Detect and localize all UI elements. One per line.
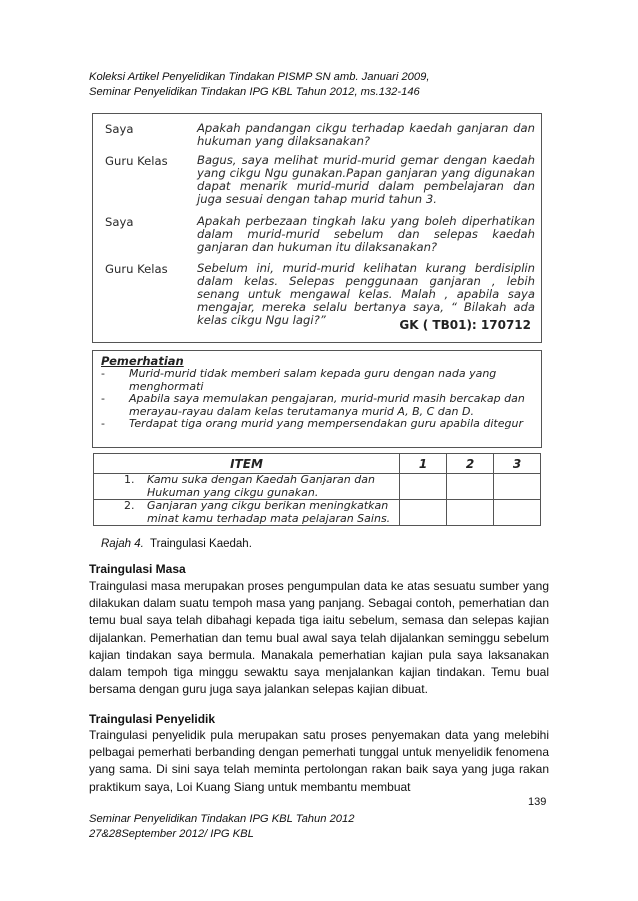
interview-role: Guru Kelas xyxy=(105,154,168,168)
observation-item: - Terdapat tiga orang murid yang mempersendakan guru apabila ditegur xyxy=(101,417,523,430)
table-cell xyxy=(447,500,494,526)
page-number: 139 xyxy=(528,796,547,808)
observation-list xyxy=(101,368,537,431)
observation-item: - Apabila saya memulakan pengajaran, murid-murid masih bercakap dan merayau-rayau dalam kelas terutamanya murid A, B, C dan D. xyxy=(101,392,525,418)
interview-code: GK ( TB01): 170712 xyxy=(399,318,531,332)
table-item-cell: 1. Kamu suka dengan Kaedah Ganjaran dan Hukuman yang cikgu gunakan. xyxy=(94,474,400,500)
running-footer xyxy=(89,812,354,842)
running-header xyxy=(89,70,429,100)
footer-line-2: 27&28September 2012/ IPG KBL xyxy=(89,828,254,840)
section-body: Traingulasi masa merupakan proses pengumpulan data ke atas sesuatu sumber yang dilakukan dalam suatu tempoh masa yang panjang. Sebagai contoh, pemerhatian dan temu bual saya telah dibahagi kepada tiga iaitu sebelum, semasa dan selepas kajian dijalankan. Pemerhatian dan temu bual awal saya telah dijalankan seminggu sebelum kajian tindakan saya bermula. Manakala pemerhatian kajian pula saya laksanakan dalam tempoh tiga minggu sewaktu saya menjalankan kajian tindakan. Temu bual bersama dengan guru juga saya jalankan selepas kajian dibuat. xyxy=(89,579,549,697)
footer-line-1: Seminar Penyelidikan Tindakan IPG KBL Tahun 2012 xyxy=(89,813,355,825)
survey-table xyxy=(93,453,541,526)
observation-box xyxy=(92,350,542,448)
interview-text: Apakah perbezaan tingkah laku yang boleh diperhatikan dalam murid-murid sebelum dan selepas kaedah ganjaran dan hukuman itu dilaksanakan? xyxy=(197,214,535,254)
section-title: Traingulasi Penyelidik xyxy=(89,712,216,726)
interview-text: Sebelum ini, murid-murid kelihatan kurang berdisiplin dalam kelas. Selepas penggunaan ganjaran , lebih senang untuk mengawal kelas. Malah , apabila saya mengajar, mereka selalu bertanya saya, “ Bilakah ada kelas cikgu Ngu lagi?” xyxy=(197,261,535,327)
table-cell xyxy=(494,474,541,500)
table-cell xyxy=(400,500,447,526)
interview-text: Bagus, saya melihat murid-murid gemar dengan kaedah yang cikgu Ngu gunakan.Papan ganjaran yang digunakan dapat menarik murid-murid dalam pembelajaran dan juga sesuai dengan tahap murid tahun 3. xyxy=(197,153,535,206)
header-scale-1: 1 xyxy=(400,454,447,474)
table-cell xyxy=(400,474,447,500)
table-row xyxy=(94,500,541,526)
table-row xyxy=(94,474,541,500)
interview-role: Saya xyxy=(105,122,134,136)
table-header-row xyxy=(94,454,541,474)
header-scale-3: 3 xyxy=(494,454,541,474)
observation-item: - Murid-murid tidak memberi salam kepada guru dengan nada yang menghormati xyxy=(101,367,497,393)
caption-label: Rajah 4. xyxy=(101,538,144,550)
table-item-cell: 2. Ganjaran yang cikgu berikan meningkatkan minat kamu terhadap mata pelajaran Sains. xyxy=(94,500,400,526)
header-scale-2: 2 xyxy=(447,454,494,474)
figure-caption xyxy=(101,538,252,550)
observation-title: Pemerhatian xyxy=(101,354,184,368)
caption-text: Traingulasi Kaedah. xyxy=(150,538,252,550)
header-item: ITEM xyxy=(94,454,400,474)
interview-transcript-box xyxy=(92,113,542,343)
interview-role: Guru Kelas xyxy=(105,262,168,276)
header-line-1: Koleksi Artikel Penyelidikan Tindakan PISMP SN amb. Januari 2009, xyxy=(89,71,430,83)
interview-text: Apakah pandangan cikgu terhadap kaedah ganjaran dan hukuman yang dilaksanakan? xyxy=(197,121,535,148)
table-cell xyxy=(447,474,494,500)
interview-role: Saya xyxy=(105,215,134,229)
table-cell xyxy=(494,500,541,526)
header-line-2: Seminar Penyelidikan Tindakan IPG KBL Tahun 2012, ms.132-146 xyxy=(89,86,420,98)
section-title: Traingulasi Masa xyxy=(89,562,186,576)
section-body: Traingulasi penyelidik pula merupakan satu proses penyemakan data yang melebihi pelbagai pemerhati berbanding dengan pemerhati tunggal untuk menyelidik fenomena yang sama. Di sini saya telah meminta pertolongan rakan baik saya yang juga rakan praktikum saya, Loi Kuang Siang untuk membantu membuat xyxy=(89,728,549,794)
